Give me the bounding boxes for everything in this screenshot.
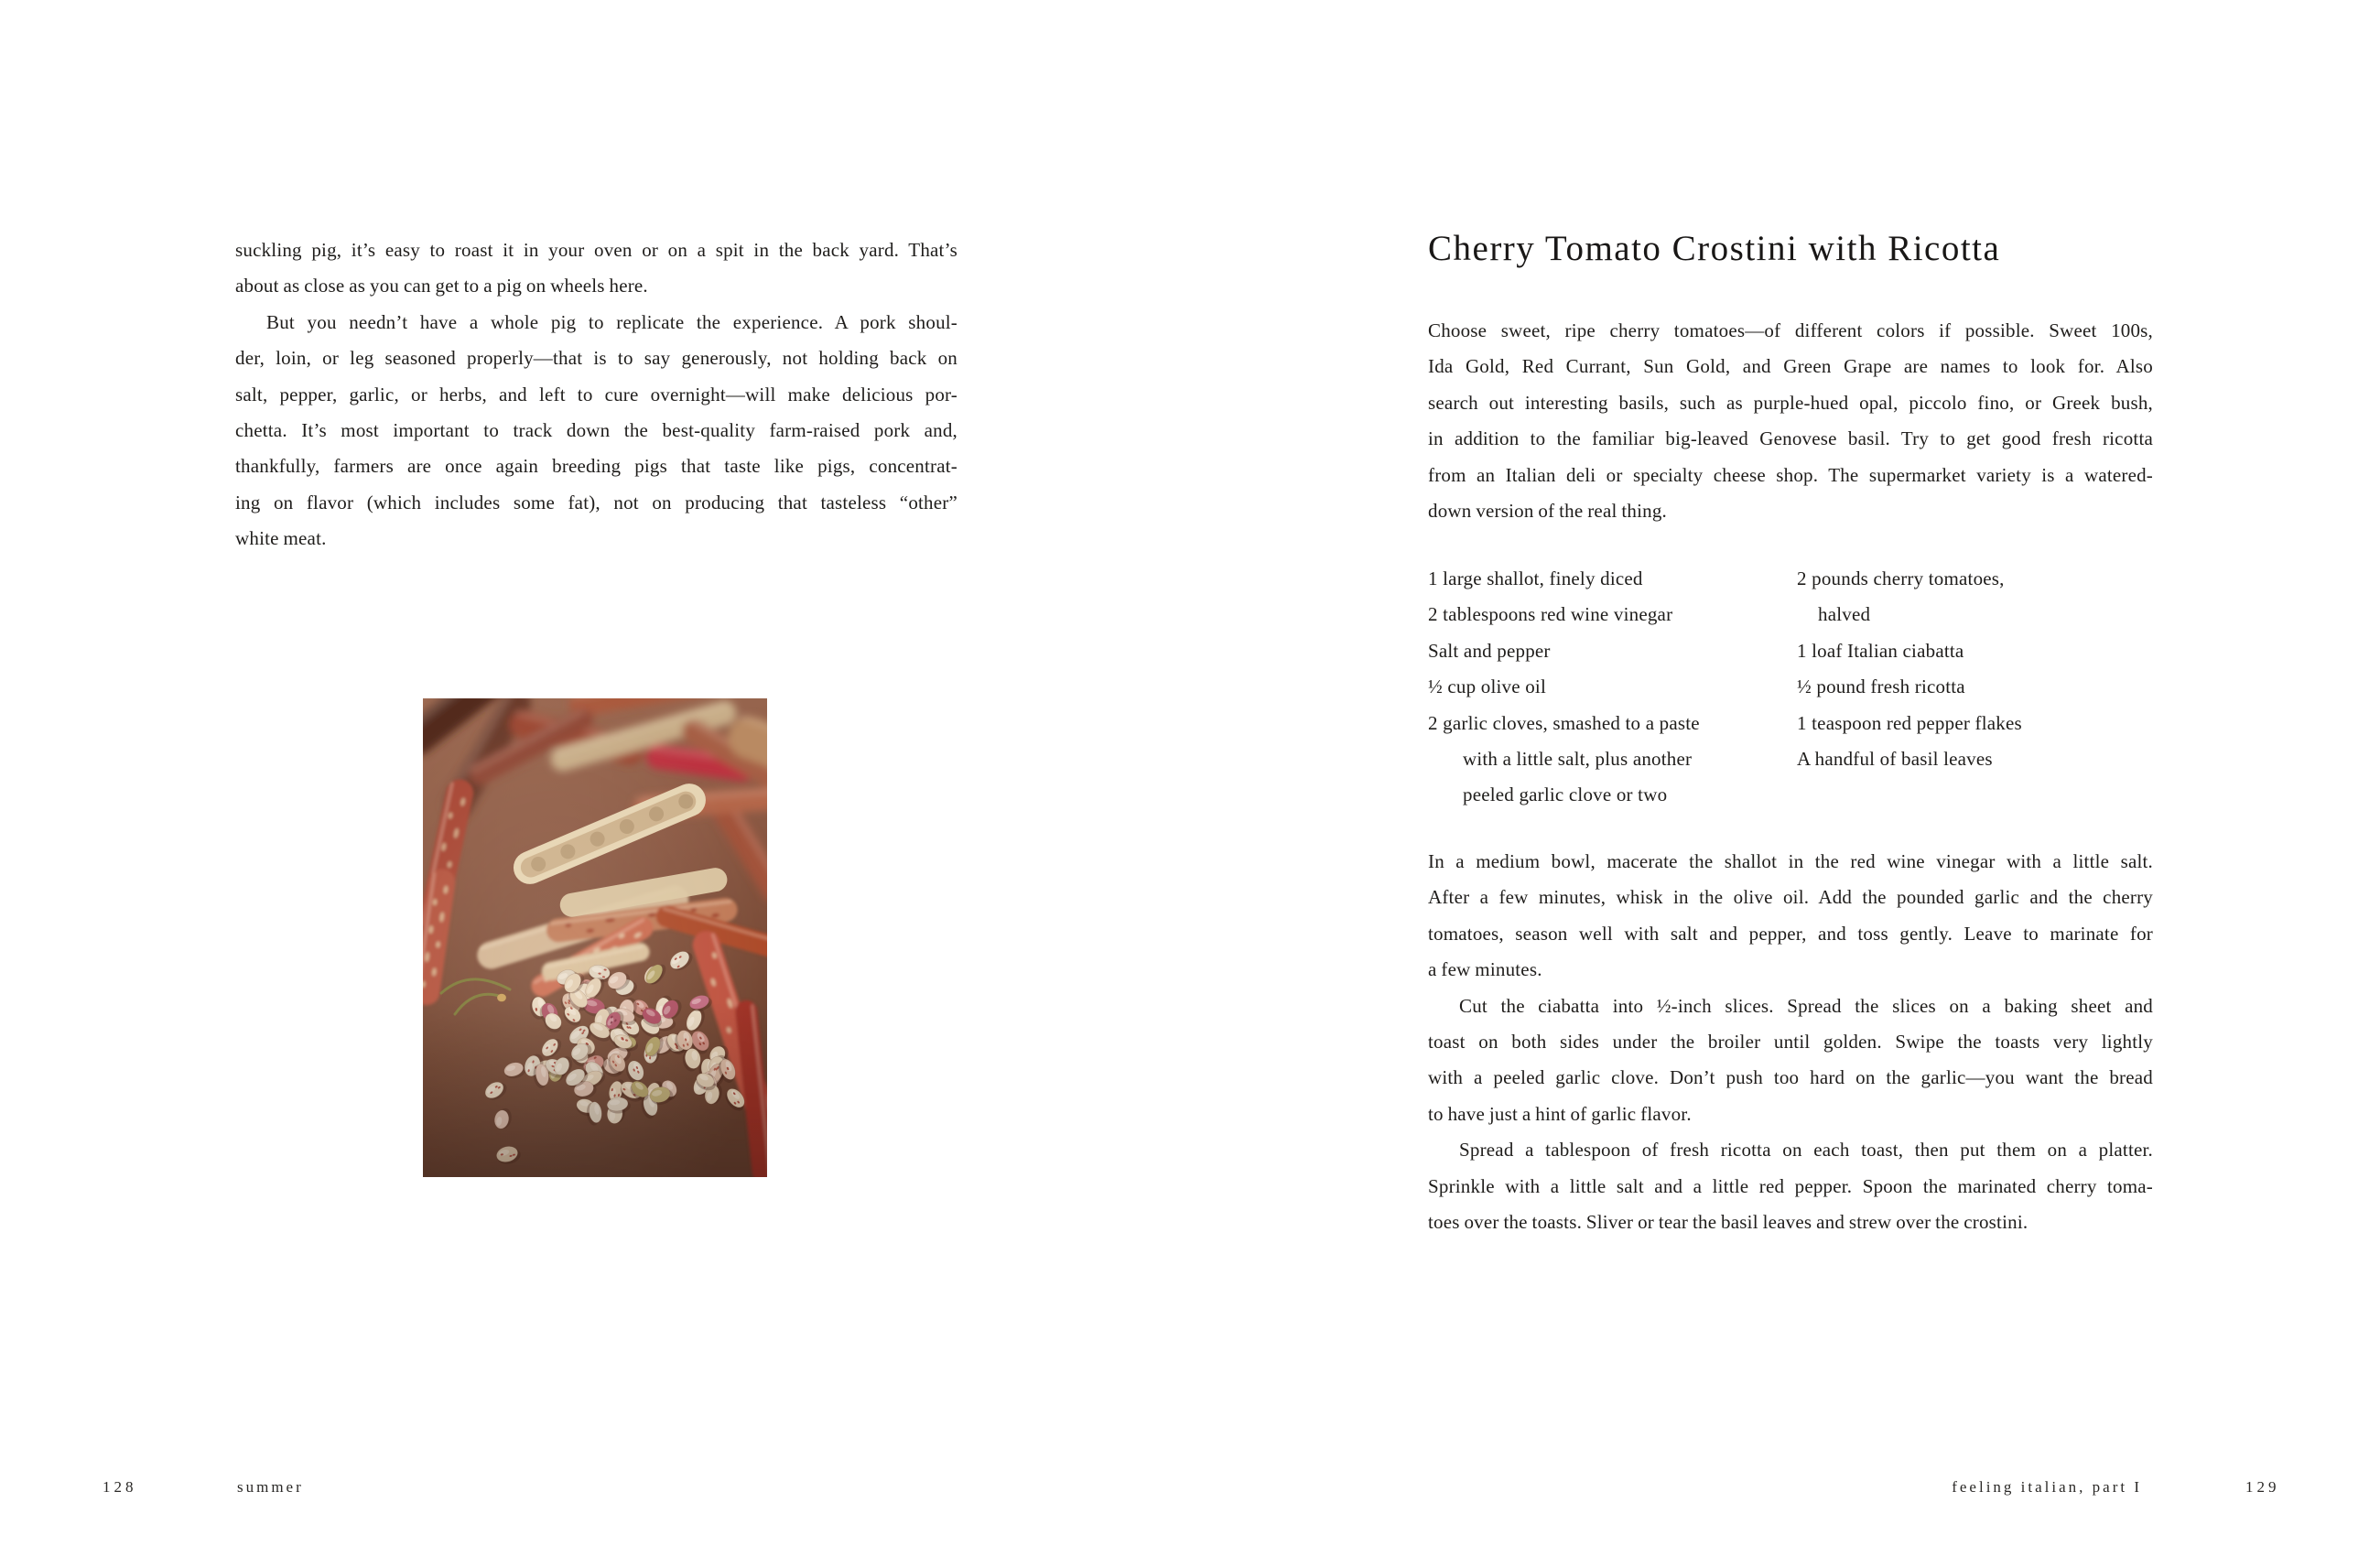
text-line: But you needn’t have a whole pig to replicate the experience. A pork shoul- (266, 310, 957, 333)
text-line: suckling pig, it’s easy to roast it in your oven or on a spit in the back yard. That’s (235, 239, 957, 261)
right-page-number: 129 (2245, 1478, 2280, 1496)
text-line: a few minutes. (1428, 958, 1542, 981)
text-line: der, loin, or leg seasoned properly—that is to say generously, not holding back on (235, 347, 957, 370)
ingredient-line: 1 loaf Italian ciabatta (1797, 639, 1964, 662)
text-line: In a medium bowl, macerate the shallot in the red wine vinegar with a little salt. (1428, 850, 2153, 872)
text-line: white meat. (235, 527, 327, 550)
text-line: chetta. It’s most important to track down the best-quality farm-raised pork and, (235, 419, 957, 442)
text-line: salt, pepper, garlic, or herbs, and left to cure overnight—will make delicious por- (235, 383, 957, 405)
ingredient-line: Salt and pepper (1428, 639, 1551, 662)
recipe-intro (1428, 313, 2153, 529)
text-line: about as close as you can get to a pig on wheels here. (235, 275, 648, 297)
text-line: ing on flavor (which includes some fat), not on producing that tasteless “other” (235, 491, 957, 513)
text-line: Sprinkle with a little salt and a little red pepper. Spoon the marinated cherry toma- (1428, 1174, 2153, 1197)
text-line: search out interesting basils, such as purple-hued opal, piccolo fino, or Greek bush, (1428, 391, 2153, 414)
text-line: with a peeled garlic clove. Don’t push too hard on the garlic—you want the bread (1428, 1066, 2153, 1089)
cranberry-beans-photo (423, 698, 767, 1177)
text-line: Cut the ciabatta into ½-inch slices. Spread the slices on a baking sheet and (1459, 994, 2153, 1017)
recipe-method (1428, 844, 2153, 1240)
ingredient-line: 2 pounds cherry tomatoes, (1797, 567, 2005, 589)
text-line: down version of the real thing. (1428, 500, 1667, 523)
beans-photo-illustration (423, 698, 767, 1177)
ingredients-column-1 (1428, 561, 1796, 814)
ingredient-line: ½ pound fresh ricotta (1797, 675, 1965, 698)
ingredient-line: peeled garlic clove or two (1463, 784, 1668, 806)
ingredient-line: with a little salt, plus another (1463, 748, 1693, 771)
ingredient-line: halved (1818, 603, 1871, 626)
text-line: to have just a hint of garlic flavor. (1428, 1102, 1692, 1125)
ingredient-line: 2 tablespoons red wine vinegar (1428, 603, 1673, 626)
text-line: toes over the toasts. Sliver or tear the basil leaves and strew over the crostini. (1428, 1211, 2028, 1234)
left-section-label: summer (237, 1478, 304, 1496)
ingredient-line: 2 garlic cloves, smashed to a paste (1428, 711, 1700, 734)
ingredient-line: 1 large shallot, finely diced (1428, 567, 1643, 589)
text-line: tomatoes, season well with salt and pepper, and toss gently. Leave to marinate for (1428, 922, 2153, 945)
text-line: Ida Gold, Red Currant, Sun Gold, and Green Grape are names to look for. Also (1428, 355, 2153, 378)
text-line: After a few minutes, whisk in the olive oil. Add the pounded garlic and the cherry (1428, 886, 2153, 909)
text-line: toast on both sides under the broiler until golden. Swipe the toasts very lightly (1428, 1031, 2153, 1054)
text-line: from an Italian deli or specialty cheese shop. The supermarket variety is a watered- (1428, 463, 2153, 486)
recipe-title: Cherry Tomato Crostini with Ricotta (1428, 229, 2001, 268)
ingredient-line: 1 teaspoon red pepper flakes (1797, 711, 2022, 734)
left-page-number: 128 (103, 1478, 137, 1496)
text-line: Spread a tablespoon of fresh ricotta on each toast, then put them on a platter. (1459, 1139, 2153, 1162)
text-line: thankfully, farmers are once again breeding pigs that taste like pigs, concentrat- (235, 455, 957, 478)
left-body-text (235, 232, 957, 557)
right-section-label: feeling italian, part I (1952, 1478, 2142, 1496)
text-line: Choose sweet, ripe cherry tomatoes—of different colors if possible. Sweet 100s, (1428, 319, 2153, 341)
ingredient-line: A handful of basil leaves (1797, 748, 1993, 771)
ingredient-line: ½ cup olive oil (1428, 675, 1546, 698)
ingredients-column-2 (1797, 561, 2153, 777)
text-line: in addition to the familiar big-leaved Genovese basil. Try to get good fresh ricotta (1428, 427, 2153, 450)
